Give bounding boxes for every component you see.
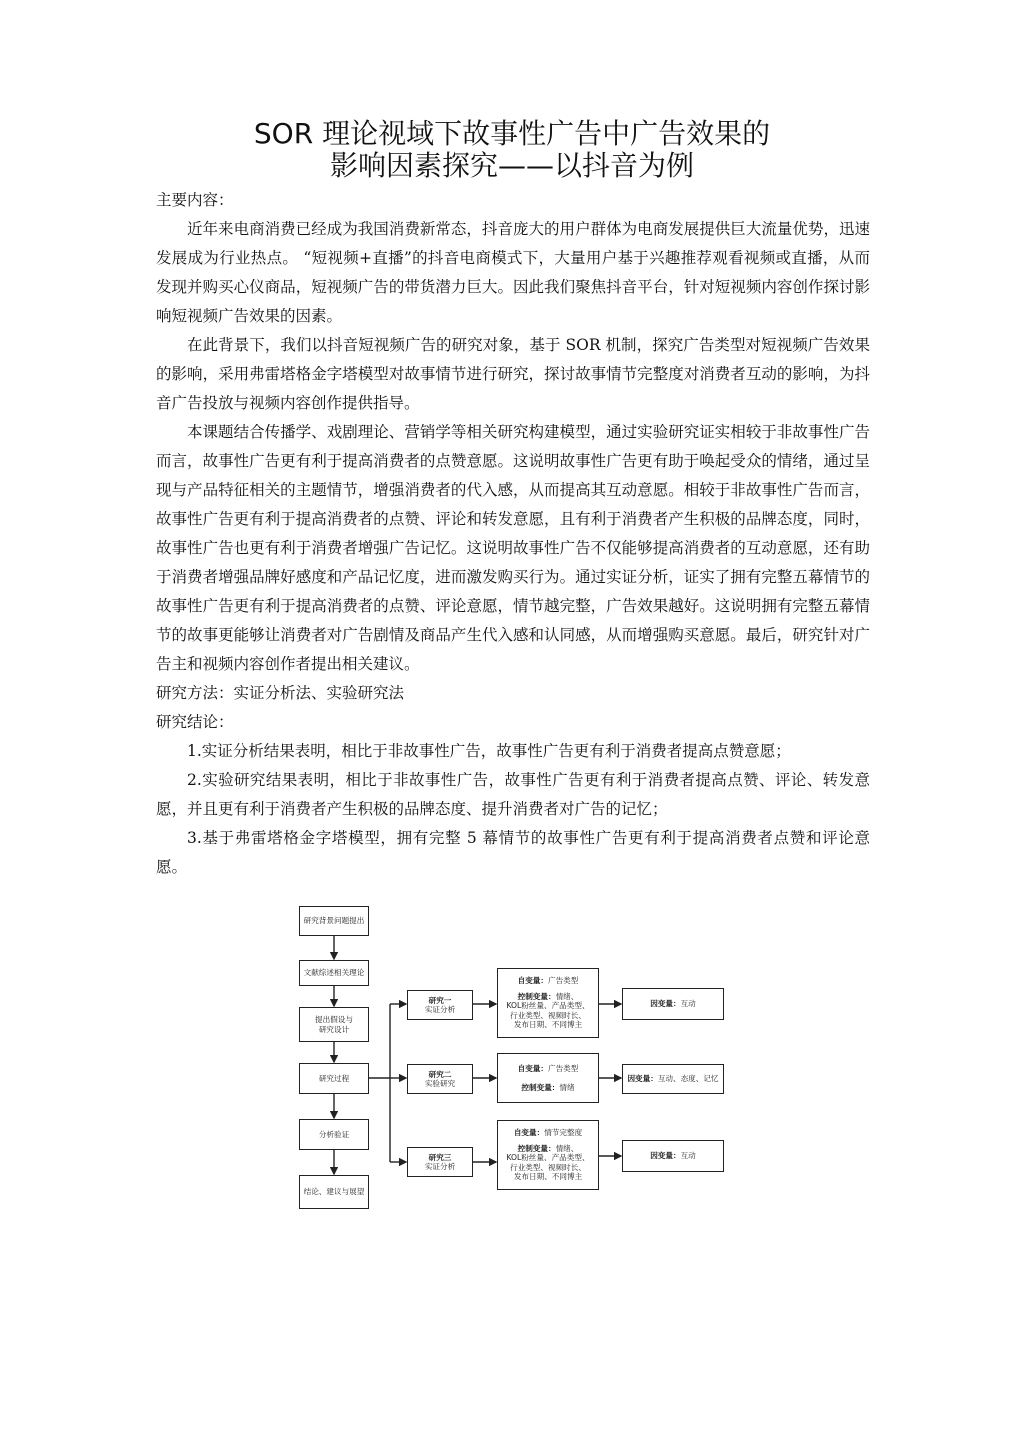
flow-study-1: 研究一 实证分析 xyxy=(407,990,473,1020)
flow-variables-3: 自变量：情节完整度 控制变量：情绪、 KOL粉丝量、产品类型、 行业类型、视频时长、 发布日期、不同博主 xyxy=(497,1120,599,1190)
flow-step-background: 研究背景问题提出 xyxy=(299,906,369,936)
flow-dependent-1: 因变量：互动 xyxy=(622,988,724,1020)
title-line-1: SOR 理论视域下故事性广告中广告效果的 xyxy=(253,117,771,150)
flow-step-hypothesis: 提出假设与 研究设计 xyxy=(299,1007,369,1042)
flow-dependent-2: 因变量：互动、态度、记忆 xyxy=(622,1064,724,1094)
research-flowchart xyxy=(296,898,736,1218)
flow-step-analysis: 分析验证 xyxy=(299,1119,369,1150)
flow-step-conclusion: 结论、建议与展望 xyxy=(299,1175,369,1209)
conclusion-2: 2.实验研究结果表明，相比于非故事性广告，故事性广告更有利于消费者提高点赞、评论、转发意愿，并且更有利于消费者产生积极的品牌态度、提升消费者对广告的记忆； xyxy=(156,771,870,818)
flow-dependent-3: 因变量：互动 xyxy=(622,1140,724,1172)
flow-study-2: 研究二 实验研究 xyxy=(407,1064,473,1094)
flow-study-3: 研究三 实证分析 xyxy=(407,1147,473,1177)
paragraph-1: 近年来电商消费已经成为我国消费新常态，抖音庞大的用户群体为电商发展提供巨大流量优势，迅速发展成为行业热点。 “短视频+直播”的抖音电商模式下，大量用户基于兴趣推荐观看视频或直播，从而发现并购买心仪商品，短视频广告的带货潜力巨大。因此我们聚焦抖音平台，针对短视频内容创作探讨影响短视频广告效果的因素。 xyxy=(156,220,870,325)
main-content xyxy=(156,186,870,882)
conclusion-label: 研究结论： xyxy=(156,713,234,731)
paragraph-2: 在此背景下，我们以抖音短视频广告的研究对象，基于 SOR 机制，探究广告类型对短视频广告效果的影响，采用弗雷塔格金字塔模型对故事情节进行研究，探讨故事情节完整度对消费者互动的影响，为抖音广告投放与视频内容创作提供指导。 xyxy=(156,336,870,412)
flow-variables-2: 自变量：广告类型 控制变量：情绪 xyxy=(497,1053,599,1103)
paragraph-3: 本课题结合传播学、戏剧理论、营销学等相关研究构建模型，通过实验研究证实相较于非故事性广告而言，故事性广告更有利于提高消费者的点赞意愿。这说明故事性广告更有助于唤起受众的情绪，通过呈现与产品特征相关的主题情节，增强消费者的代入感，从而提高其互动意愿。相较于非故事性广告而言，故事性广告更有利于提高消费者的点赞、评论和转发意愿，且有利于消费者产生积极的品牌态度，同时，故事性广告也更有利于消费者增强广告记忆。这说明故事性广告不仅能够提高消费者的互动意愿，还有助于消费者增强品牌好感度和产品记忆度，进而激发购买行为。通过实证分析，证实了拥有完整五幕情节的故事性广告更有利于提高消费者的点赞、评论意愿，情节越完整，广告效果越好。这说明拥有完整五幕情节的故事更能够让消费者对广告剧情及商品产生代入感和认同感，从而增强购买意愿。最后，研究针对广告主和视频内容创作者提出相关建议。 xyxy=(156,423,870,673)
flow-step-process: 研究过程 xyxy=(299,1063,369,1094)
page-title xyxy=(0,118,1024,182)
conclusion-1: 1.实证分析结果表明，相比于非故事性广告，故事性广告更有利于消费者提高点赞意愿； xyxy=(187,742,791,760)
conclusion-3: 3.基于弗雷塔格金字塔模型，拥有完整 5 幕情节的故事性广告更有利于提高消费者点赞和评论意愿。 xyxy=(156,829,870,876)
title-line-2: 影响因素探究——以抖音为例 xyxy=(329,149,694,182)
flow-step-literature: 文献综述相关理论 xyxy=(299,960,369,986)
flow-variables-1: 自变量：广告类型 控制变量：情绪、 KOL粉丝量、产品类型、 行业类型、视频时长、 发布日期、不同博主 xyxy=(497,968,599,1038)
research-methods: 研究方法：实证分析法、实验研究法 xyxy=(156,684,405,702)
main-content-label: 主要内容： xyxy=(156,191,234,209)
